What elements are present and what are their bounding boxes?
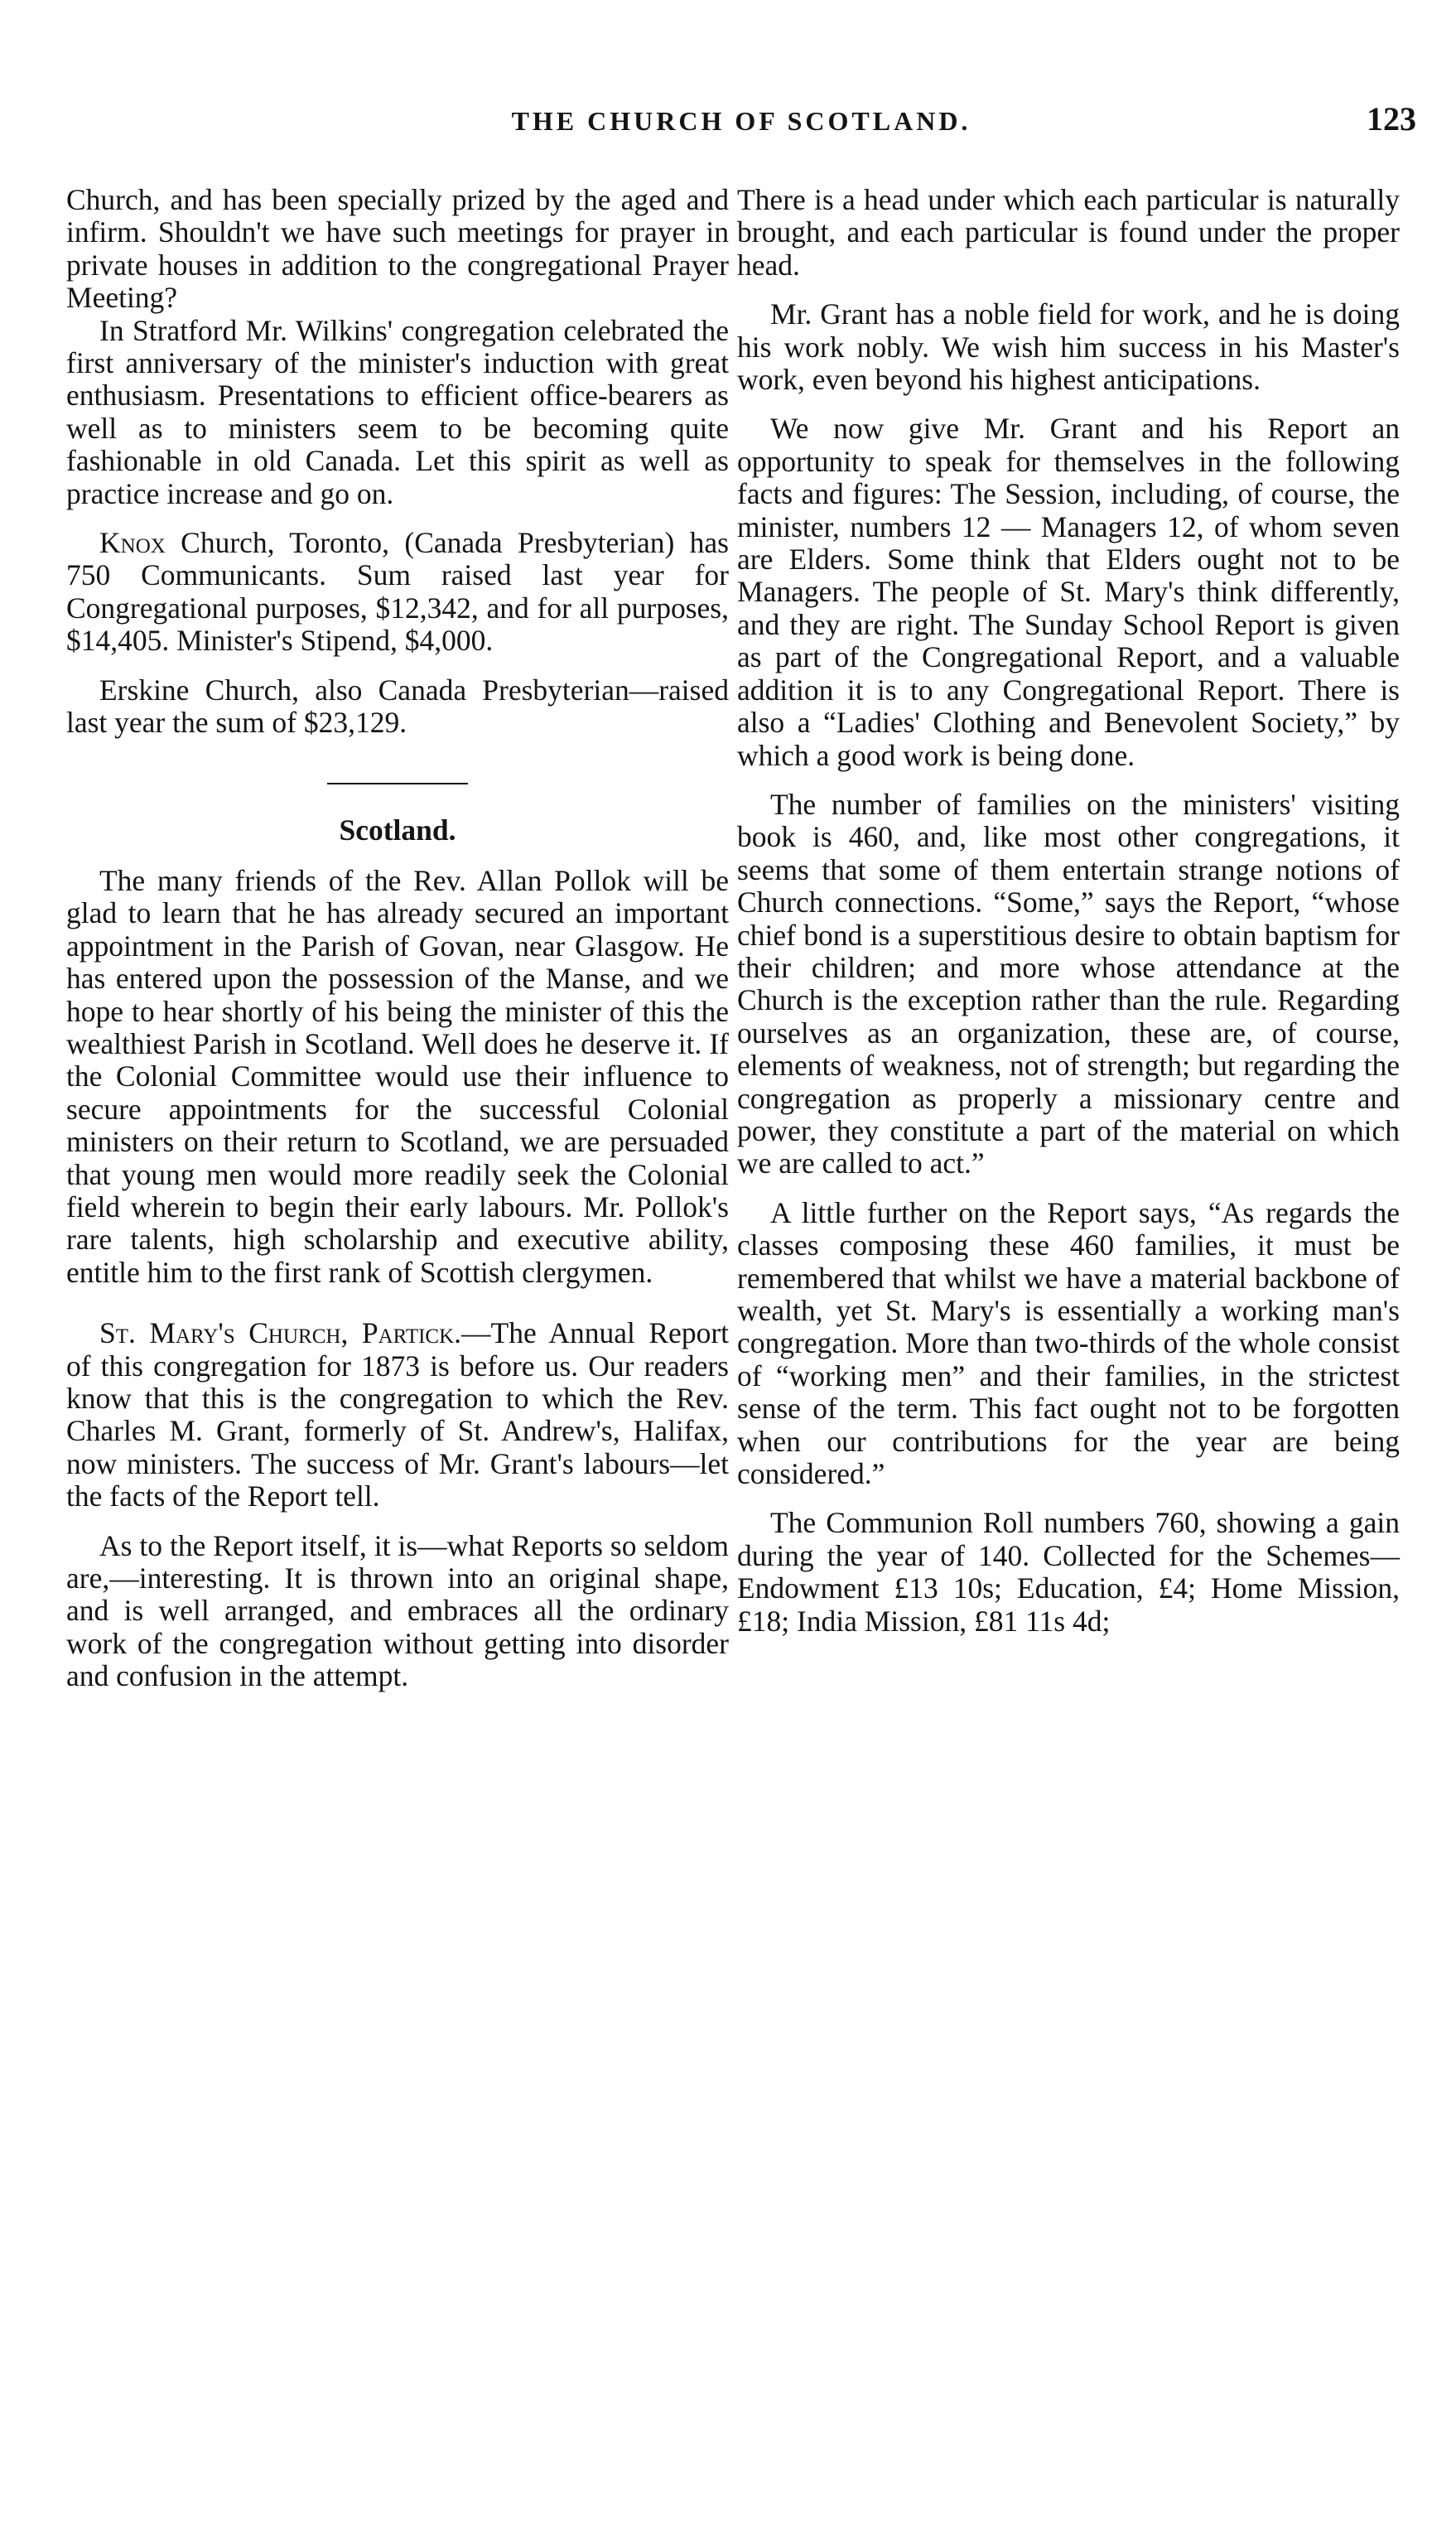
paragraph-lead: Knox (99, 526, 166, 560)
left-column (66, 184, 729, 1693)
paragraph: There is a head under which each particular is naturally brought, and each particular is found under the proper head. (737, 183, 1400, 282)
page-number: 123 (1367, 100, 1416, 138)
paragraph: Erskine Church, also Canada Presbyterian—raised last year the sum of $23,129. (66, 673, 729, 740)
paragraph: The Communion Roll numbers 760, showing a gain during the year of 140. Collected for the Schemes—Endowment £13 10s; Education, £4; Home Mission, £18; India Mission, £81 11s 4d; (737, 1506, 1400, 1638)
section-divider (327, 783, 468, 784)
paragraph: As to the Report itself, it is—what Reports so seldom are,—interesting. It is thrown into an original shape, and is well arranged, and embraces all the ordinary work of the congregation without getting into disorder and confusion in the attempt. (66, 1528, 729, 1693)
paragraph (66, 1317, 729, 1513)
paragraph: The number of families on the ministers' visiting book is 460, and, like most other congregations, it seems that some of them entertain strange notions of Church connections. “Some,” says the Report, “whose chief bond is a superstitious desire to obtain baptism for their children; and more whose attendance at the Church is the exception rather than the rule. Regarding ourselves as an organization, these are, of course, elements of weakness, not of strength; but regarding the congregation as properly a missionary centre and power, they constitute a part of the material on which we are called to act.” (737, 787, 1400, 1180)
right-column (737, 184, 1400, 1638)
running-head (66, 99, 1416, 149)
paragraph: A little further on the Report says, “As regards the classes composing these 460 families, it must be remembered that whilst we have a material backbone of wealth, yet St. Mary's is essentially a working man's congregation. More than two-thirds of the whole consist of “working men” and their families, in the strictest sense of the term. This fact ought not to be forgotten when our contributions for the year are being considered.” (737, 1195, 1400, 1491)
paragraph: In Stratford Mr. Wilkins' congregation celebrated the first anniversary of the minister's induction with great enthusiasm. Presentations to efficient office-bearers as well as to ministers seem to be becoming quite fashionable in old Canada. Let this spirit as well as practice increase and go on. (66, 313, 729, 510)
paragraph: We now give Mr. Grant and his Report an opportunity to speak for themselves in the following facts and figures: The Session, including, of course, the minister, numbers 12 — Managers 12, of whom seven are Elders. Some think that Elders ought not to be Managers. The people of St. Mary's think differently, and they are right. The Sunday School Report is given as part of the Congregational Report, and a valuable addition it is to any Congregational Report. There is also a “Ladies' Clothing and Benevolent Society,” by which a good work is being done. (737, 412, 1400, 772)
paragraph-body: The Annual Report of this congregation for 1873 is before us. Our readers know that this is the congregation to which the Rev. Charles M. Grant, formerly of St. Andrew's, Halifax, now ministers. The success of Mr. Grant's labours—let the facts of the Report tell. (66, 1316, 729, 1513)
running-title: THE CHURCH OF SCOTLAND. (511, 106, 971, 136)
paragraph (66, 527, 729, 658)
paragraph-body: Church, Toronto, (Canada Presbyterian) has 750 Communicants. Sum raised last year for Congregational purposes, $12,342, and for all purposes, $14,405. Minister's Stipend, $4,000. (66, 526, 729, 658)
paragraph: Mr. Grant has a noble field for work, and he is doing his work nobly. We wish him success in his Master's work, even beyond his highest anticipations. (737, 297, 1400, 397)
paragraph-lead: St. Mary's Church, Partick.— (99, 1316, 491, 1350)
paragraph: The many friends of the Rev. Allan Pollok will be glad to learn that he has already secured an important appointment in the Parish of Govan, near Glasgow. He has entered upon the possession of the Manse, and we hope to hear shortly of his being the minister of this the wealthiest Parish in Scotland. Well does he deserve it. If the Colonial Committee would use their influence to secure appointments for the successful Colonial ministers on their return to Scotland, we are persuaded that young men would more readily seek the Colonial field wherein to begin their early labours. Mr. Pollok's rare talents, high scholarship and executive ability, entitle him to the first rank of Scottish clergymen. (66, 863, 729, 1289)
paragraph: Church, and has been specially prized by the aged and infirm. Shouldn't we have such meetings for prayer in private houses in addition to the congregational Prayer Meeting? (66, 183, 729, 315)
section-heading: Scotland. (339, 813, 456, 847)
